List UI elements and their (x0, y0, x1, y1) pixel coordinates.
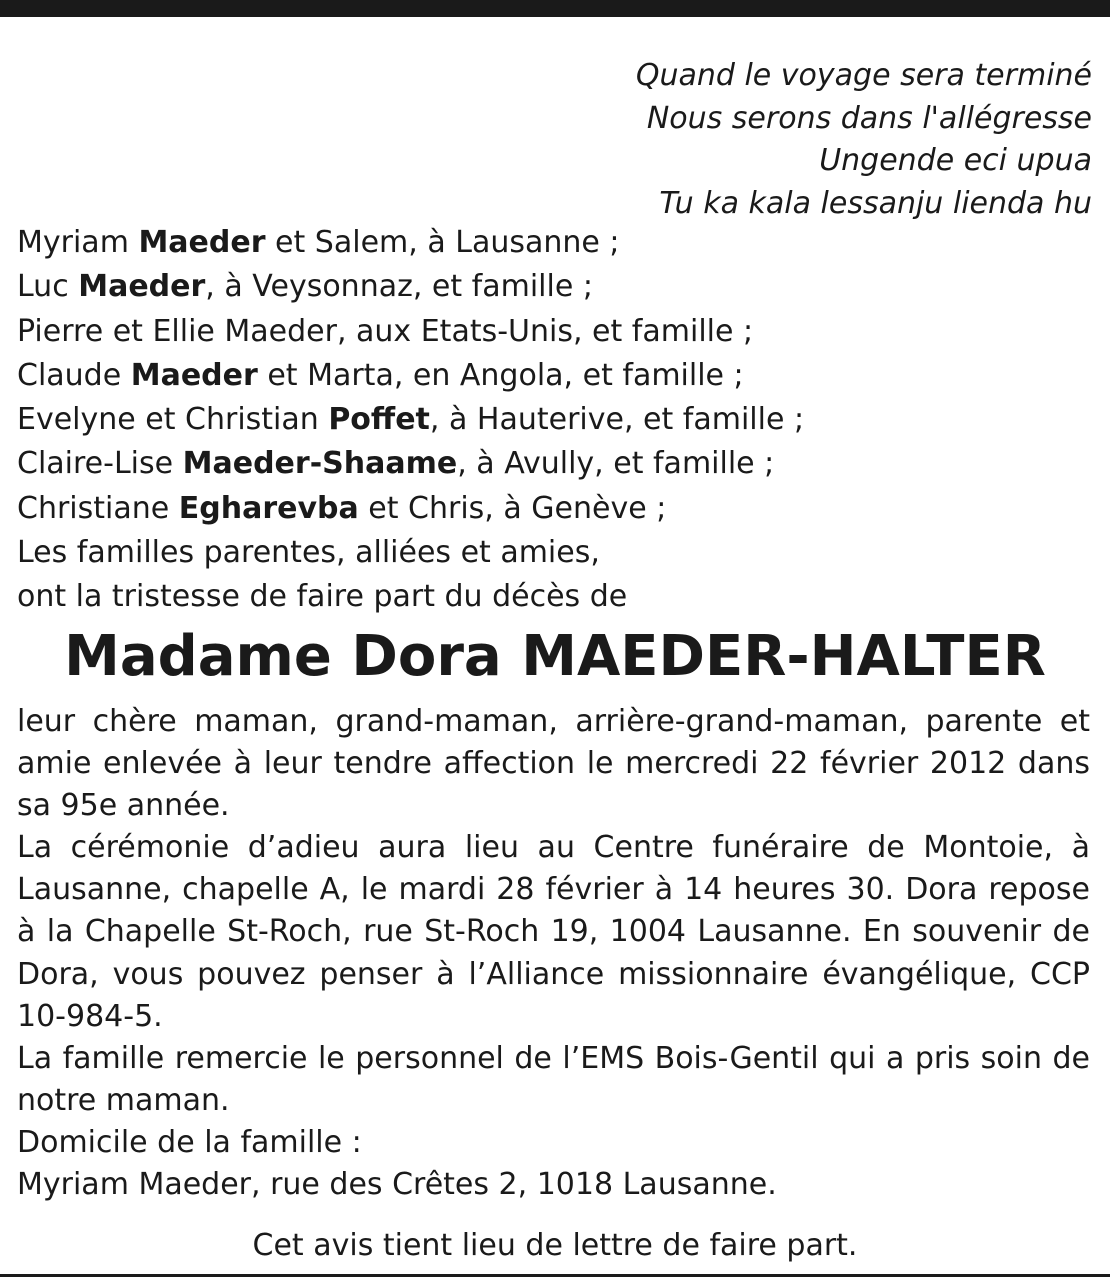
bottom-border-rule (0, 1274, 1110, 1277)
top-border-rule (0, 0, 1110, 17)
poem-line: Quand le voyage sera terminé (635, 58, 1092, 93)
body-paragraph-thanks: La famille remercie le personnel de l’EMS Bois-Gentil qui a pris soin de notre maman. (17, 1040, 1090, 1118)
family-line: Claude Maeder et Marta, en Angola, et famille ; (17, 357, 744, 393)
family-surname: Poffet (328, 402, 430, 438)
family-line: ont la tristesse de faire part du décès de (17, 579, 628, 615)
notice-body (17, 701, 1090, 1206)
poem-line: Nous serons dans l'allégresse (646, 100, 1092, 136)
family-line: Christiane Egharevba et Chris, à Genève ; (17, 490, 667, 526)
family-surname: Maeder-Shaame (182, 446, 458, 482)
family-line: Luc Maeder, à Veysonnaz, et famille ; (17, 269, 593, 305)
family-surname: Egharevba (178, 490, 359, 526)
poem-verse (636, 55, 1092, 225)
family-line: Evelyne et Christian Poffet, à Hauterive, et famille ; (17, 402, 805, 438)
body-paragraph-ceremony: La cérémonie d’adieu aura lieu au Centre funéraire de Montoie, à Lausanne, chapelle A, le mardi 28 février à 14 heures 30. Dora repose à la Chapelle St-Roch, rue St-Roch 19, 1004 Lausanne. En souvenir de Dora, vous pouvez penser à l’Alliance missionnaire évangélique, CCP 10-984-5. (17, 830, 1090, 1034)
family-list (17, 221, 804, 620)
poem-line: Tu ka kala lessanju lienda hu (659, 185, 1092, 221)
body-paragraph-tribute: leur chère maman, grand-maman, arrière-grand-maman, parente et amie enlevée à leur tendre affection le mercredi 22 février 2012 dans sa 95e année. (17, 704, 1090, 824)
poem-line: Ungende eci upua (819, 143, 1092, 178)
deceased-name: Madame Dora MAEDER-HALTER (64, 624, 1046, 689)
closing-line: Cet avis tient lieu de lettre de faire part. (252, 1228, 858, 1263)
family-surname: Maeder (138, 225, 266, 260)
family-line: Pierre et Ellie Maeder, aux Etats-Unis, et famille ; (17, 313, 754, 349)
family-surname: Maeder (78, 269, 206, 305)
family-surname: Maeder (130, 357, 258, 393)
family-line: Les familles parentes, alliées et amies, (17, 535, 600, 571)
family-line: Myriam Maeder et Salem, à Lausanne ; (17, 225, 620, 260)
body-domicile-label: Domicile de la famille : (17, 1124, 362, 1160)
family-line: Claire-Lise Maeder-Shaame, à Avully, et famille ; (17, 446, 775, 482)
body-domicile-address: Myriam Maeder, rue des Crêtes 2, 1018 Lausanne. (17, 1167, 777, 1203)
